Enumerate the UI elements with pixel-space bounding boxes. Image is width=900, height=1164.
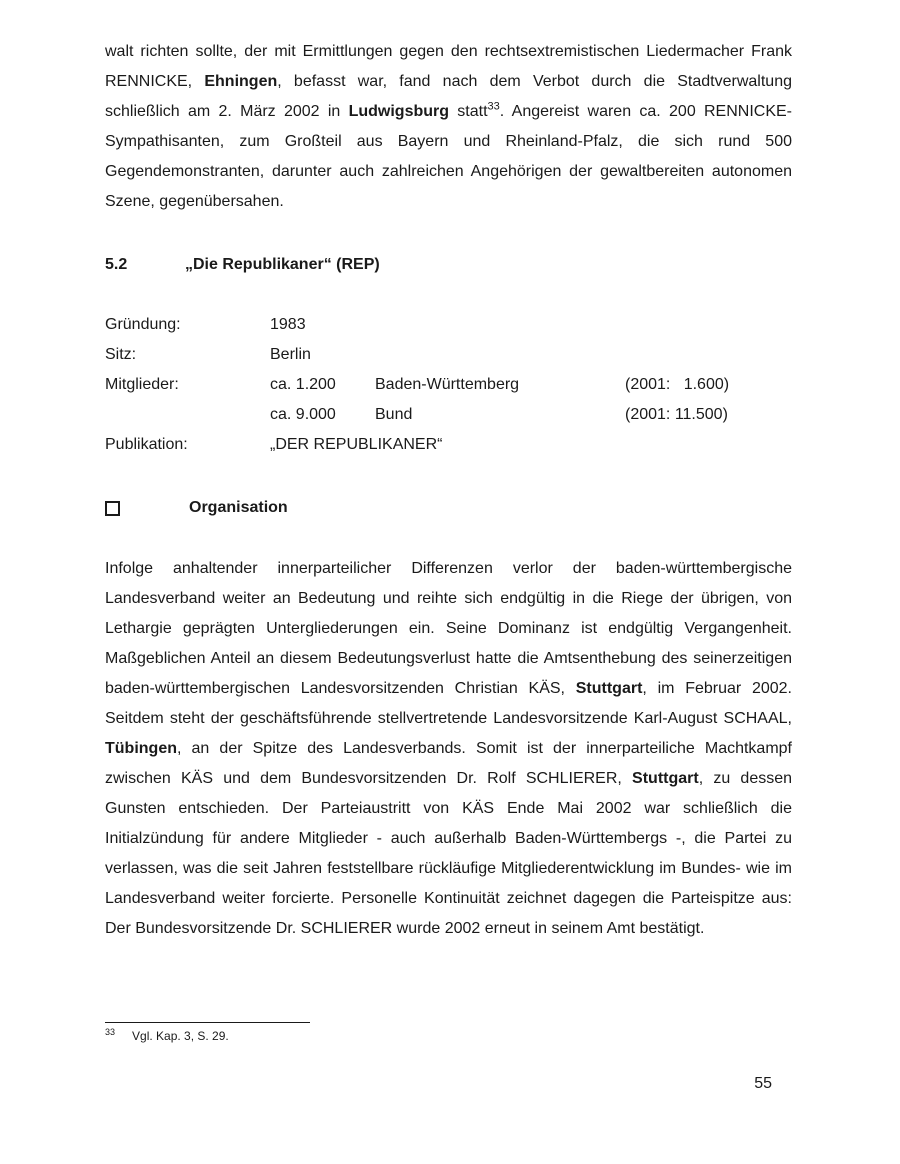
footnote	[105, 1023, 525, 1044]
fact-member-scope: Bund	[375, 406, 413, 423]
fact-row-publikation	[105, 430, 792, 460]
organisation-heading	[105, 493, 792, 523]
fact-member-count: ca. 9.000	[270, 406, 336, 423]
page-number: 55	[754, 1075, 772, 1092]
section-heading	[105, 250, 792, 280]
fact-row-sitz	[105, 340, 792, 370]
fact-value: 1983	[270, 316, 306, 333]
fact-label: Gründung:	[105, 316, 181, 333]
body-paragraph: Infolge anhaltender innerparteilicher Differenzen verlor der baden-württembergische Landesverband weiter an Bedeutung und reihte sich endgültig in die Riege der übrigen, von Lethargie geprägten Untergliederungen ein. Seine Dominanz ist endgültig Vergangenheit. Maßgeblichen Anteil an diesem Bedeutungsverlust hatte die Amtsenthebung des seinerzeitigen baden-württembergischen Landesvorsitzenden Christian KÄS, Stuttgart, im Februar 2002. Seitdem steht der geschäftsführende stellvertretende Landesvorsitzende Karl-August SCHAAL, Tübingen, an der Spitze des Landesverbands. Somit ist der innerparteiliche Machtkampf zwischen KÄS und dem Bundesvorsitzenden Dr. Rolf SCHLIERER, Stuttgart, zu dessen Gunsten entschieden. Der Parteiaustritt von KÄS Ende Mai 2002 war schließlich die Initialzündung für andere Mitglieder - auch außerhalb Baden-Württembergs -, die Partei zu verlassen, was die seit Jahren feststellbare rückläufige Mitgliederentwicklung im Bundes- wie im Landesverband weiter forcierte. Personelle Kontinuität zeichnet dagegen die Parteispitze aus: Der Bundesvorsitzende Dr. SCHLIERER wurde 2002 erneut in seinem Amt bestätigt.	[105, 560, 793, 937]
fact-label: Publikation:	[105, 436, 188, 453]
fact-label: Sitz:	[105, 346, 137, 363]
intro-paragraph: walt richten sollte, der mit Ermittlungen gegen den rechtsextremistischen Liedermacher Frank RENNICKE, Ehningen, befasst war, fand nach dem Verbot durch die Stadtverwaltung schließlich am 2. März 2002 in Ludwigsburg statt$^{33}$. Angereist waren ca. 200 RENNICKE-Sympathisanten, zum Großteil aus Bayern und Rheinland-Pfalz, die sich rund 500 Gegendemonstranten, darunter auch zahlreichen Angehörigen der gewaltbereiten autonomen Szene, gegenübersahen.	[105, 43, 793, 210]
fact-member-count: ca. 1.200	[270, 376, 336, 393]
footnote-text: Vgl. Kap. 3, S. 29.	[132, 1029, 229, 1043]
footnote-marker: 33	[105, 1027, 116, 1037]
fact-prior-year-value: (2001: 11.500)	[625, 406, 728, 423]
section-title: „Die Republikaner“ (REP)	[185, 256, 380, 273]
footnote-area	[105, 1022, 525, 1044]
fact-value: Berlin	[270, 346, 311, 363]
fact-prior-year-value: (2001: 1.600)	[625, 376, 730, 393]
fact-member-scope: Baden-Württemberg	[375, 376, 520, 393]
fact-label	[105, 400, 270, 430]
square-bullet-icon	[105, 501, 120, 516]
organisation-title: Organisation	[189, 499, 288, 516]
fact-label: Mitglieder:	[105, 376, 179, 393]
section-number: 5.2	[105, 256, 128, 273]
fact-value: „DER REPUBLIKANER“	[270, 436, 443, 453]
fact-row-gruendung	[105, 310, 792, 340]
fact-row-mitglieder-bund	[105, 400, 792, 430]
facts-table	[105, 310, 792, 460]
fact-row-mitglieder-bw	[105, 370, 792, 400]
